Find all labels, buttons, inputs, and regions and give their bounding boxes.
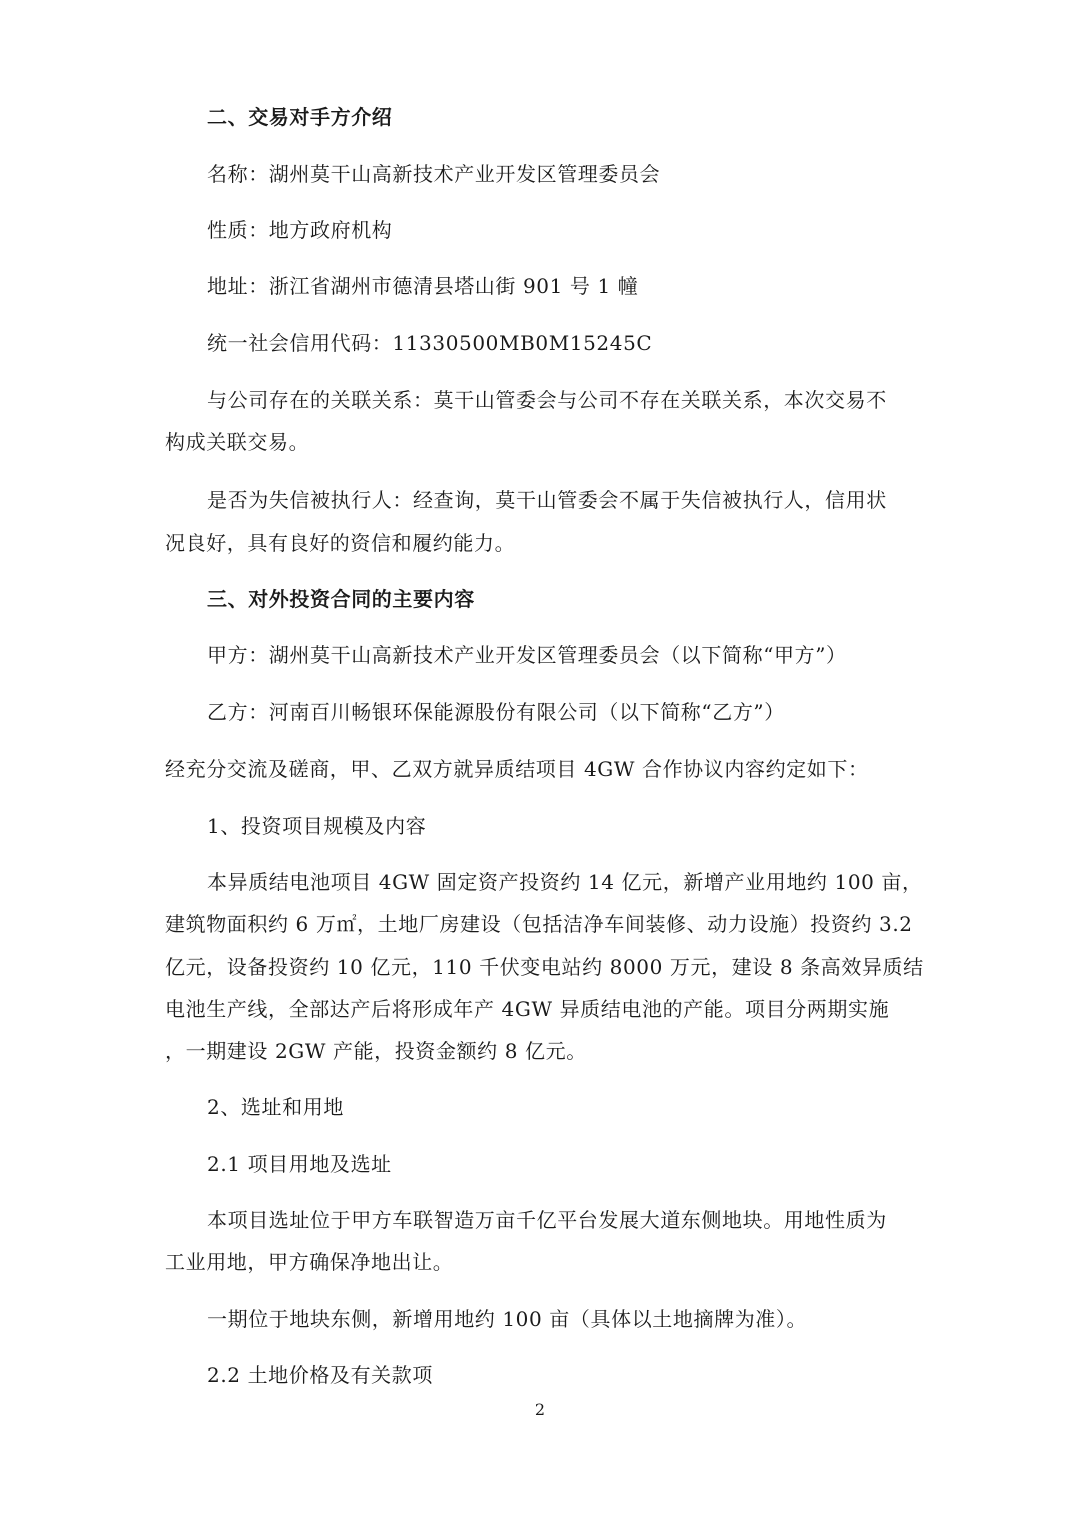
counterparty-name: 名称：湖州莫干山高新技术产业开发区管理委员会	[207, 162, 661, 186]
item-1-para-line: 亿元，设备投资约 10 亿元，110 千伏变电站约 8000 万元，建设 8 条高效异质结	[165, 955, 924, 979]
item-1-para-line: 电池生产线，全部达产后将形成年产 4GW 异质结电池的产能。项目分两期实施	[165, 997, 890, 1021]
relation-text-line-2: 构成关联交易。	[165, 430, 310, 454]
section-3-heading: 三、对外投资合同的主要内容	[207, 587, 475, 611]
item-2-2-title: 2.2 土地价格及有关款项	[207, 1363, 433, 1387]
item-2-title: 2、选址和用地	[207, 1095, 344, 1119]
party-a: 甲方：湖州莫干山高新技术产业开发区管理委员会（以下简称“甲方”）	[207, 643, 847, 667]
counterparty-address: 地址：浙江省湖州市德清县塔山街 901 号 1 幢	[207, 274, 639, 298]
dishonest-text-line-1: 是否为失信被执行人：经查询，莫干山管委会不属于失信被执行人，信用状	[207, 488, 887, 512]
item-1-para-line: ，一期建设 2GW 产能，投资金额约 8 亿元。	[165, 1039, 587, 1063]
item-2-1-text-line-2: 工业用地，甲方确保净地出让。	[165, 1250, 454, 1274]
section-2-heading: 二、交易对手方介绍	[207, 105, 393, 129]
item-1-para-line: 建筑物面积约 6 万㎡，土地厂房建设（包括洁净车间装修、动力设施）投资约 3.2	[165, 912, 913, 936]
item-2-1-title: 2.1 项目用地及选址	[207, 1152, 392, 1176]
relation-text-line-1: 与公司存在的关联关系：莫干山管委会与公司不存在关联关系，本次交易不	[207, 388, 887, 412]
counterparty-nature: 性质：地方政府机构	[207, 218, 393, 242]
item-1-title: 1、投资项目规模及内容	[207, 814, 427, 838]
item-2-1-phase-1: 一期位于地块东侧，新增用地约 100 亩（具体以土地摘牌为准）。	[207, 1307, 808, 1331]
counterparty-credit-code: 统一社会信用代码：11330500MB0M15245C	[207, 331, 653, 355]
party-b: 乙方：河南百川畅银环保能源股份有限公司（以下简称“乙方”）	[207, 700, 785, 724]
page-number: 2	[534, 1400, 546, 1419]
dishonest-text-line-2: 况良好，具有良好的资信和履约能力。	[165, 531, 516, 555]
item-1-para-line: 本异质结电池项目 4GW 固定资产投资约 14 亿元，新增产业用地约 100 亩，	[207, 870, 923, 894]
item-2-1-text-line-1: 本项目选址位于甲方车联智造万亩千亿平台发展大道东侧地块。用地性质为	[207, 1208, 887, 1232]
agreement-intro: 经充分交流及磋商，甲、乙双方就异质结项目 4GW 合作协议内容约定如下：	[165, 757, 869, 781]
